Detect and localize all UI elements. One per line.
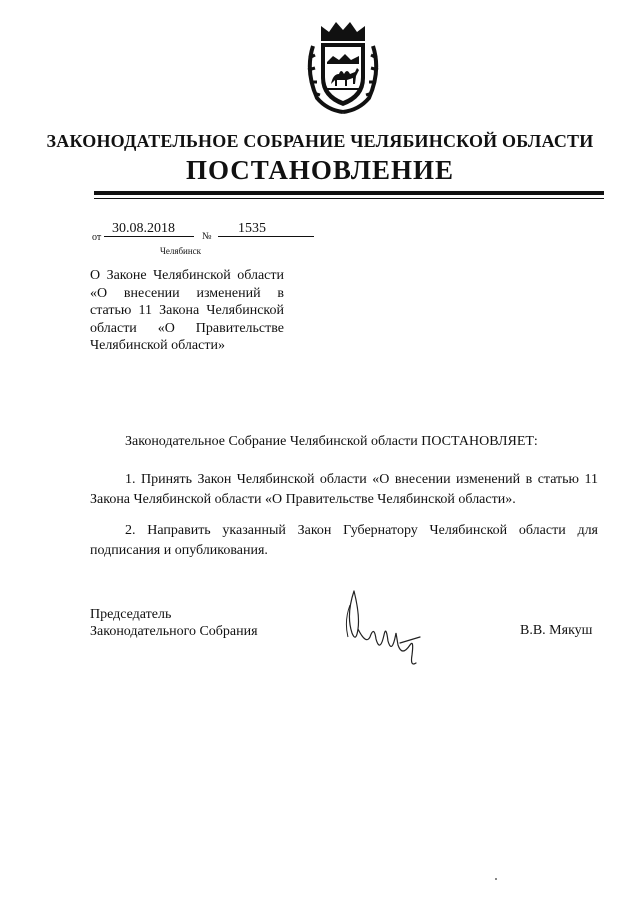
number-label: №: [202, 231, 212, 242]
resolution-item-1: 1. Принять Закон Челябинской области «О внесении изменений в статью 11 Закона Челябинской области «О Правительстве Челябинской области».: [90, 472, 598, 507]
signatory-title: [90, 606, 258, 640]
document-number: 1535: [238, 221, 266, 236]
city-label: Челябинск: [160, 246, 202, 256]
coat-of-arms-icon: [303, 16, 383, 116]
document-type-title: ПОСТАНОВЛЕНИЕ: [185, 155, 455, 185]
signatory-title-line-2: Законодательного Собрания: [90, 624, 258, 639]
header-rule-thick: [94, 191, 604, 195]
document-date: 30.08.2018: [112, 221, 175, 236]
document-subject: О Законе Челябинской области «О внесении изменений в статью 11 Закона Челябинской области «О Правительстве Челябинской области»: [90, 268, 284, 354]
signatory-name: В.В. Мякуш: [520, 623, 593, 638]
handwritten-signature-icon: [340, 585, 430, 675]
date-prefix-label: от: [92, 232, 102, 243]
header-rule-thin: [94, 198, 604, 199]
resolution-heading: Законодательное Собрание Челябинской области ПОСТАНОВЛЯЕТ:: [125, 434, 538, 449]
organization-title: ЗАКОНОДАТЕЛЬНОЕ СОБРАНИЕ ЧЕЛЯБИНСКОЙ ОБЛАСТИ: [46, 131, 594, 151]
page-mark: [495, 878, 497, 880]
number-underline: [218, 236, 314, 237]
signatory-title-line-1: Председатель: [90, 607, 172, 622]
resolution-item-2: 2. Направить указанный Закон Губернатору Челябинской области для подписания и опубликования.: [90, 523, 598, 558]
